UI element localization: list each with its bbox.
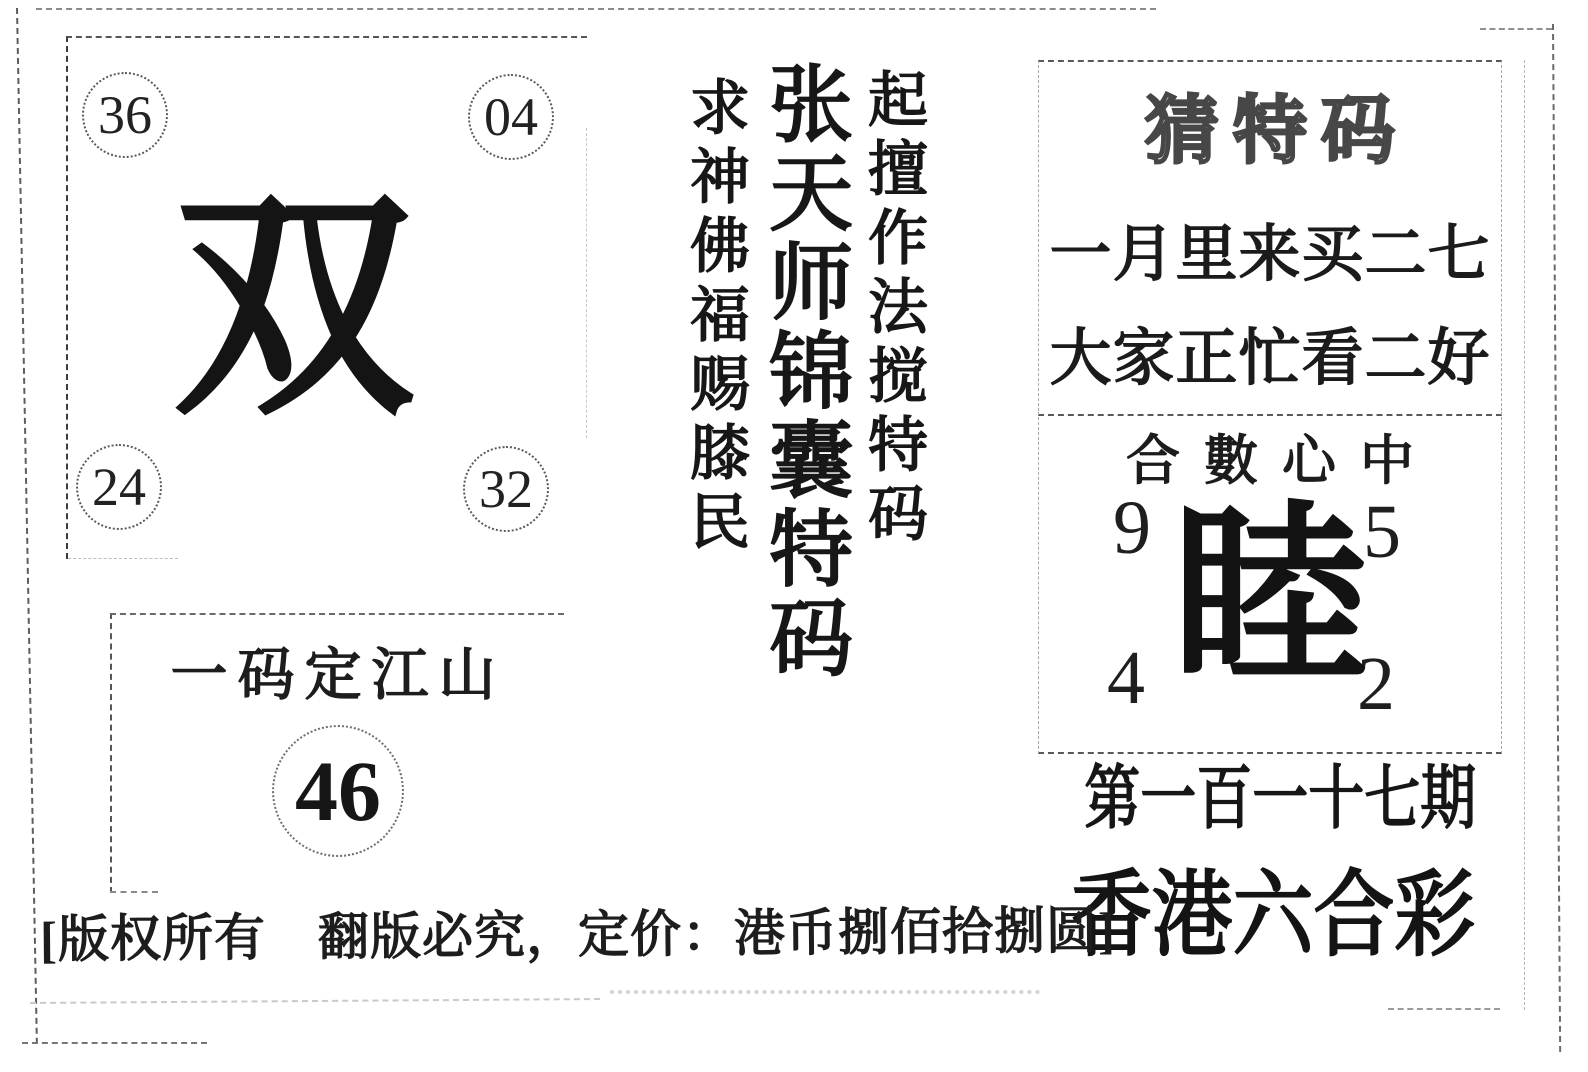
- one-code-box: [110, 613, 564, 893]
- page-border-left: [16, 8, 38, 1044]
- page-border-top-right: [1480, 28, 1552, 30]
- issue-number-line: 第一百一十七期: [1084, 761, 1477, 838]
- number-24: 24: [92, 457, 146, 517]
- vertical-slogan-middle: 张天师锦囊特码: [756, 60, 850, 683]
- number-32: 32: [479, 459, 533, 519]
- guess-box-verse-1: 一月里来买二七: [1049, 221, 1491, 289]
- sum-center-character: 睦: [1171, 491, 1368, 708]
- circled-number-bottom-right: [463, 446, 549, 532]
- scan-artifact-line-right: [610, 990, 1040, 994]
- circled-number-top-right: [468, 74, 554, 160]
- number-36: 36: [98, 85, 152, 145]
- panel-bottom-border: [1388, 1008, 1500, 1010]
- double-box-bottom-border: [68, 558, 178, 559]
- sum-number-bottom-right: 2: [1357, 642, 1395, 726]
- sum-number-bottom-left: 4: [1107, 636, 1145, 720]
- guess-special-code-box: [1038, 60, 1502, 416]
- page-border-bottom: [22, 1042, 207, 1044]
- circled-number-bottom-left: [76, 444, 162, 530]
- one-code-title: 一码定江山: [170, 644, 506, 707]
- vertical-slogan-right: 起擅作法搅特码: [860, 68, 926, 551]
- sum-number-top-left: 9: [1113, 486, 1151, 570]
- vertical-slogan-left: 求神佛福赐膝民: [682, 76, 748, 559]
- copyright-line: [版权所有 翻版必究，定价：港币捌佰拾捌圆]: [39, 903, 1117, 969]
- double-box-right-border: [586, 128, 587, 438]
- page-border-top: [36, 8, 1156, 10]
- one-code-number: 46: [295, 743, 381, 839]
- scan-artifact-line-left: [30, 998, 600, 1004]
- circled-number-top-left: [82, 72, 168, 158]
- one-code-box-bottom-corner: [110, 891, 158, 893]
- page-border-right-inner: [1524, 60, 1525, 1010]
- page-border-right-outer: [1552, 24, 1561, 1052]
- number-04: 04: [484, 87, 538, 147]
- main-character-shuang: 双: [172, 176, 415, 444]
- guess-box-title: 猜特码: [1145, 91, 1409, 173]
- sum-box-header: 合數心中: [1126, 431, 1438, 491]
- lottery-name-line: 香港六合彩: [1070, 864, 1476, 968]
- sum-number-top-right: 5: [1363, 490, 1401, 574]
- one-code-circle: [272, 725, 404, 857]
- sum-in-heart-box: [1038, 412, 1502, 754]
- double-character-box: [66, 36, 587, 559]
- guess-box-verse-2: 大家正忙看二好: [1049, 325, 1491, 393]
